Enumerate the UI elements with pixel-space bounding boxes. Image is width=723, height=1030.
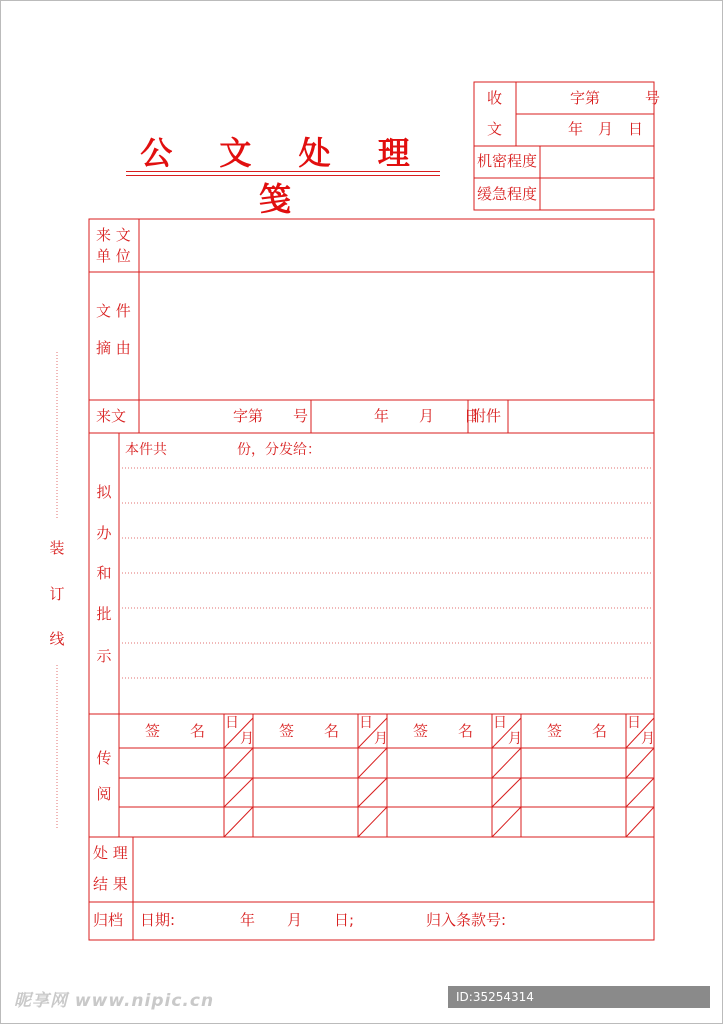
archive-label: 归档: [93, 911, 124, 929]
sign-header-2: 签 名: [279, 722, 340, 740]
result-label-line1: 处 理: [93, 844, 128, 862]
archive-year-label: 年: [240, 911, 256, 929]
day-header-2: 日: [359, 715, 373, 731]
month-header-3: 月: [508, 731, 522, 747]
proposal-char-5: 示: [96, 647, 112, 665]
urgency-level-label: 缓急程度: [477, 185, 538, 203]
main-table-border: [89, 219, 654, 940]
copies-text: 本件共 份，分发给：: [125, 442, 321, 458]
proposal-char-1: 拟: [96, 483, 112, 501]
watermark-logo: 昵享网 www.nipic.cn: [14, 991, 215, 1011]
archive-item-label: 归入条款号:: [426, 911, 507, 929]
result-label-line2: 结 果: [93, 875, 128, 893]
sender-label-line2: 单 位: [96, 247, 131, 265]
archive-month-label: 月: [287, 911, 303, 929]
sender-label-line1: 来 文: [96, 226, 131, 244]
month-header-4: 月: [641, 731, 655, 747]
receipt-label-1: 收: [487, 89, 503, 107]
title-underline-bottom: [126, 175, 440, 176]
proposal-char-4: 批: [96, 605, 112, 623]
secret-level-label: 机密程度: [477, 152, 538, 170]
circulation-char-2: 阅: [96, 785, 112, 803]
sign-header-3: 签 名: [413, 722, 474, 740]
receipt-date-field[interactable]: 年 月 日: [568, 120, 644, 138]
receipt-label-2: 文: [487, 120, 503, 138]
incoming-date-field[interactable]: 年 月 日: [374, 407, 480, 425]
sign-header-4: 签 名: [547, 722, 608, 740]
month-header-1: 月: [240, 731, 254, 747]
sign-header-1: 签 名: [145, 722, 206, 740]
month-header-2: 月: [374, 731, 388, 747]
day-header-4: 日: [627, 715, 641, 731]
title-underline-top: [126, 171, 440, 172]
archive-day-label: 日;: [334, 911, 355, 929]
watermark-id-banner: ID:35254314 NO:20240713195103575104: [448, 986, 710, 1008]
summary-label-line2: 摘 由: [96, 339, 131, 357]
summary-label-line1: 文 件: [96, 302, 131, 320]
incoming-number-field[interactable]: 字第 号: [233, 407, 309, 425]
receipt-number-field[interactable]: 字第 号: [570, 89, 661, 107]
attachment-label: 附件: [471, 407, 502, 425]
binding-char-2: 订: [49, 585, 65, 603]
document-title: 公 文 处 理 笺: [140, 134, 428, 218]
proposal-char-3: 和: [96, 564, 112, 582]
binding-char-3: 线: [49, 630, 65, 648]
day-header-3: 日: [493, 715, 507, 731]
proposal-char-2: 办: [96, 524, 112, 542]
circulation-char-1: 传: [96, 749, 112, 767]
ruled-lines: [122, 468, 652, 678]
binding-char-1: 装: [49, 539, 65, 557]
incoming-label: 来文: [96, 407, 127, 425]
archive-date-label: 日期:: [140, 911, 176, 929]
day-header-1: 日: [225, 715, 239, 731]
